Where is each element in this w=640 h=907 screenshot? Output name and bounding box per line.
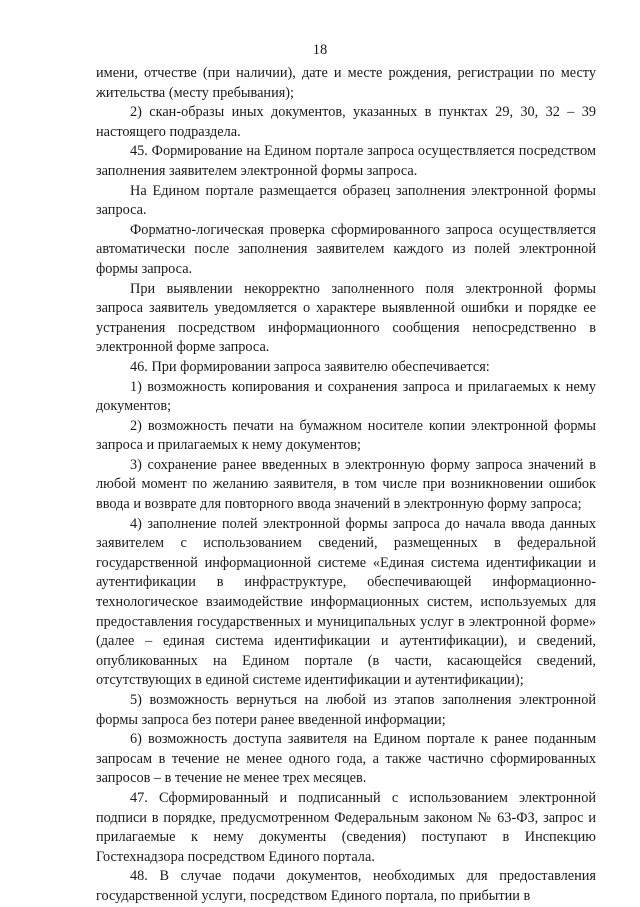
paragraph: 2) скан-образы иных документов, указанных в пунктах 29, 30, 32 – 39 настоящего подраздела. [96,104,596,140]
paragraph: 4) заполнение полей электронной формы запроса до начала ввода данных заявителем с использованием сведений, размещенных в федеральной государственной информационной системе «Единая система идентификации и аутентификации в инфраструктуре, обеспечивающей информационно-технологическое взаимодействие информационных систем, используемых для предоставления государственных и муниципальных услуг в электронной форме» (далее – единая система идентификации и аутентификации), и сведений, опубликованных на Едином портале (в части, касающейся сведений, отсутствующих в единой системе идентификации и аутентификации); [96,515,596,689]
paragraph: При выявлении некорректно заполненного поля электронной формы запроса заявитель уведомляется о характере выявленной ошибки и порядке ее устранения посредством информационного сообщения непосредственно в электронной форме запроса. [96,280,596,356]
paragraph: 6) возможность доступа заявителя на Едином портале к ранее поданным запросам в течение не менее одного года, а также частично сформированных запросов – в течение не менее трех месяцев. [96,731,596,787]
paragraph: 5) возможность вернуться на любой из этапов заполнения электронной формы запроса без потери ранее введенной информации; [96,692,596,728]
paragraph: имени, отчестве (при наличии), дате и месте рождения, регистрации по месту жительства (месту пребывания); [96,65,596,101]
paragraph: 1) возможность копирования и сохранения запроса и прилагаемых к нему документов; [96,378,596,415]
document-body [96,64,596,907]
paragraph: 3) сохранение ранее введенных в электронную форму запроса значений в любой момент по желанию заявителя, в том числе при возникновении ошибок ввода и возврате для повторного ввода значений в электронную форму запроса; [96,456,596,513]
paragraph: 46. При формировании запроса заявителю обеспечивается: [130,358,490,375]
paragraph: 2) возможность печати на бумажном носителе копии электронной формы запроса и прилагаемых к нему документов; [96,417,596,454]
page-number: 18 [312,42,328,58]
paragraph: На Едином портале размещается образец заполнения электронной формы запроса. [96,182,596,219]
paragraph: 45. Формирование на Едином портале запроса осуществляется посредством заполнения заявителем электронной формы запроса. [96,143,596,179]
paragraph: Форматно-логическая проверка сформированного запроса осуществляется автоматически после заполнения заявителем каждого из полей электронной формы запроса. [96,221,596,277]
paragraph: 47. Сформированный и подписанный с использованием электронной подписи в порядке, предусмотренном Федеральным законом № 63-ФЗ, запрос и прилагаемые к нему документы (сведения) поступают в Инспекцию Гостехнадзора посредством Единого портала. [96,789,596,865]
paragraph: 48. В случае подачи документов, необходимых для предоставления государственной услуги, посредством Единого портала, по прибытии в [96,868,596,904]
